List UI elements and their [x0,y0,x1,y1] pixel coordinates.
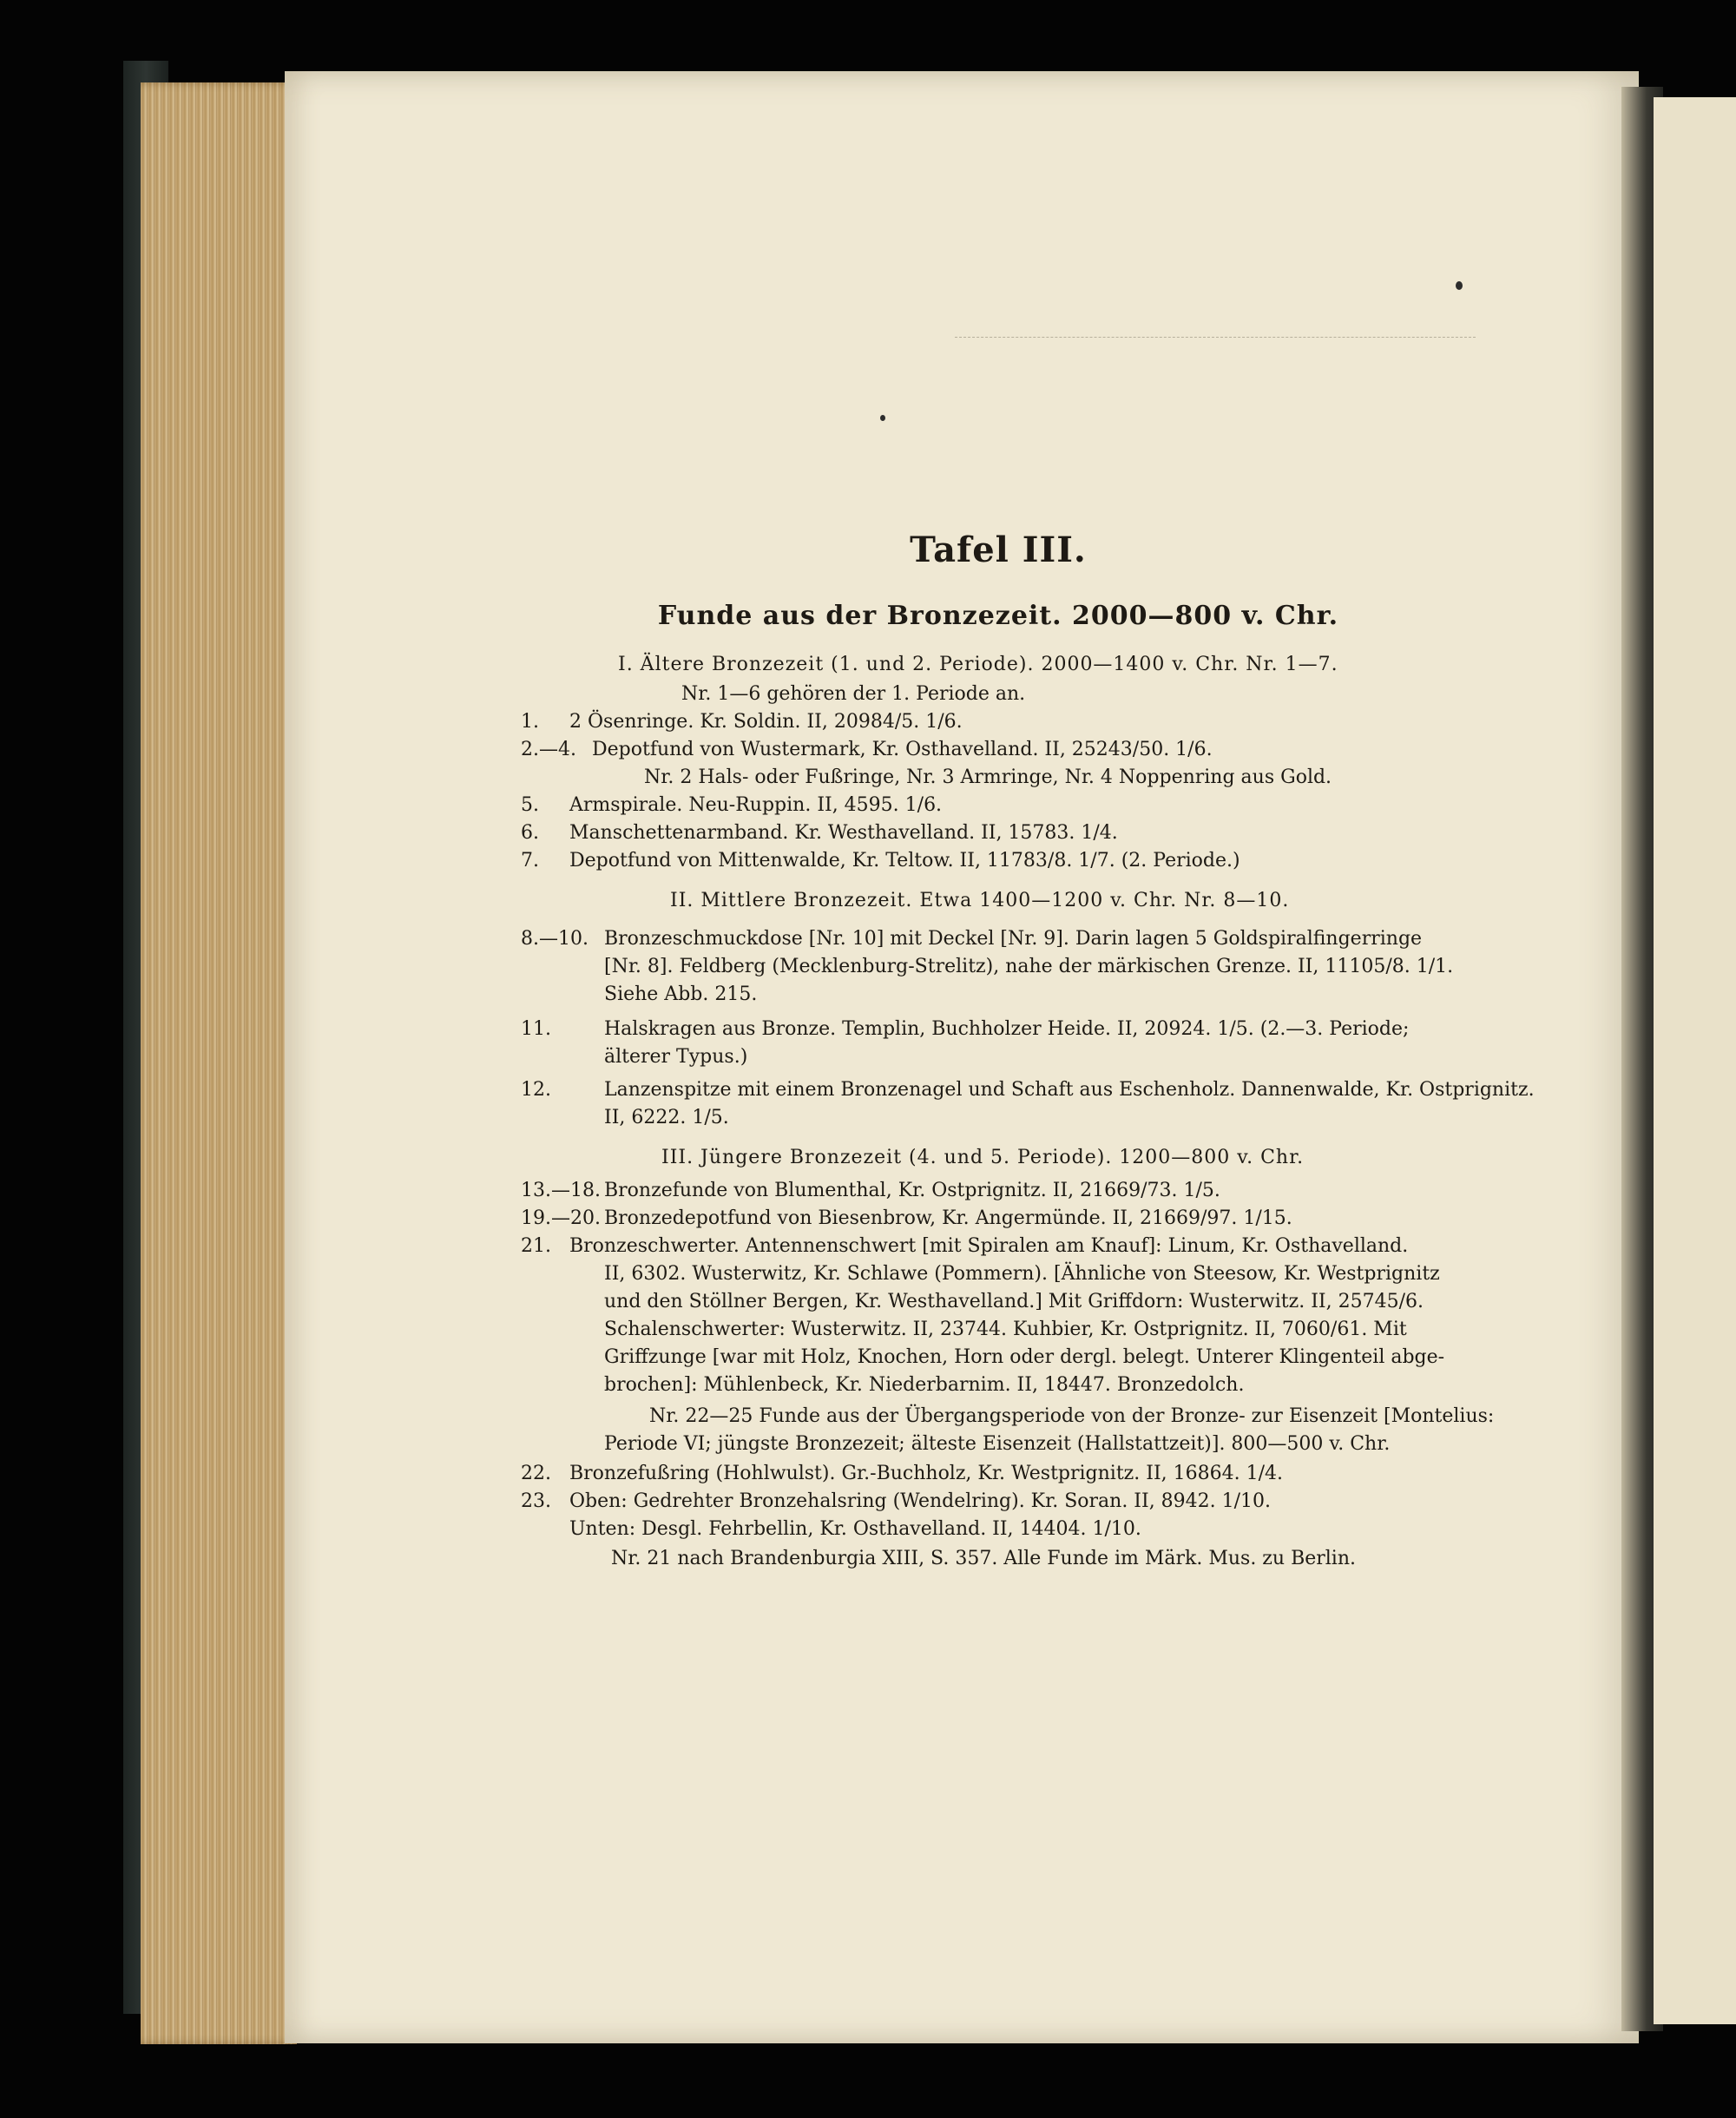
page-block-edges [141,82,297,2044]
book-scan: Tafel III. Funde aus der Bronzezeit. 2000—800 v. Chr. I. Ältere Bronzezeit (1. und 2. Periode). 2000—1400 v. Chr. Nr. 1—7. Nr. 1—6 gehören der 1. Periode an. 1. 2 Ösenringe. Kr. Soldin. II, 20984/5. 1/6. 2.—4. Depotfund von Wustermark, Kr. Osthavelland. II, 25243/50. 1/6. Nr. 2 Hals- oder Fußringe, Nr. 3 Armringe, Nr. 4 Noppenring aus Gold. 5. Armspirale. Neu-Ruppin. II, 4595. 1/6. 6. Manschettenarmband. Kr. Westhavelland. II, 15783. 1/4. 7. Depotfund von Mittenwalde, Kr. Teltow. II, 11783/8. 1/7. (2. Periode.) II. Mittlere Bronzezeit. Etwa 1400—1200 v. Chr. Nr. 8—10. 8.—10. Bronzeschmuckdose [Nr. 10] mit Deckel [Nr. 9]. Darin lagen 5 Goldspiralfingerringe [Nr. 8]. Feldberg (Mecklenburg-Strelitz), nahe der märkischen Grenze. II, 11105/8. 1/1. Siehe Abb. 215. 11. Halskragen aus Bronze. Templin, Buchholzer Heide. II, 20924. 1/5. (2.—3. Periode; älterer Typus.) 12. Lanzenspitze mit einem Bronzenagel und Schaft aus Eschenholz. Dannenwalde, Kr. Ostprignitz. II, 6222. 1/5. III. Jüngere Bronzezeit (4. und 5. Periode). 1200—800 v. Chr. 13.—18. Bronzefunde von Blumenthal, Kr. Ostprignitz. II, 21669/73. 1/5. 19.—20. Bronzedepotfund von Biesenbrow, Kr. Angermünde. II, 21669/97. 1/15. 21. Bronzeschwerter. Antennenschwert [mit Spiralen am Knauf]: Linum, Kr. Osthavelland. II, 6302. Wusterwitz, Kr. Schlawe (Pommern). [Ähnliche von Steesow, Kr. Westprignitz und den Stöllner Bergen, Kr. Westhavelland.] Mit Griffdorn: Wusterwitz. II, 25745/6. Schalenschwerter: Wusterwitz. II, 23744. Kuhbier, Kr. Ostprignitz. II, 7060/61. Mit Griffzunge [war mit Holz, Knochen, Horn oder dergl. belegt. Unterer Klingenteil abge- brochen]: Mühlenbeck, Kr. Niederbarnim. II, 18447. Bronzedolch. Nr. 22—25 Funde aus der Übergangsperiode von der Bronze- zur Eisenzeit [Montelius: Periode VI; jüngste Bronzezeit; älteste Eisenzeit (Hallstattzeit)]. 800—500 v. Chr. 22. Bronzefußring (Hohlwulst). Gr.-Buchholz, Kr. Westprignitz. II, 16864. 1/4. 23. Oben: Gedrehter Bronzehalsring (Wendelring). Kr. Soran. II, 8942. 1/10. Unten: Desgl. Fehrbellin, Kr. Osthavelland. II, 14404. 1/10. Nr. 21 nach Brandenburgia XIII, S. 357. Alle Funde im Märk. Mus. zu Berlin. [0,0,1736,2118]
fold-line [955,337,1476,338]
ink-speck [1456,281,1463,290]
facing-page-edge [1654,97,1736,2024]
ink-speck [880,415,885,421]
plate-title: Tafel III. [910,530,1087,570]
plate-subtitle: Funde aus der Bronzezeit. 2000—800 v. Chr. [657,601,1339,631]
book-page [285,71,1639,2043]
